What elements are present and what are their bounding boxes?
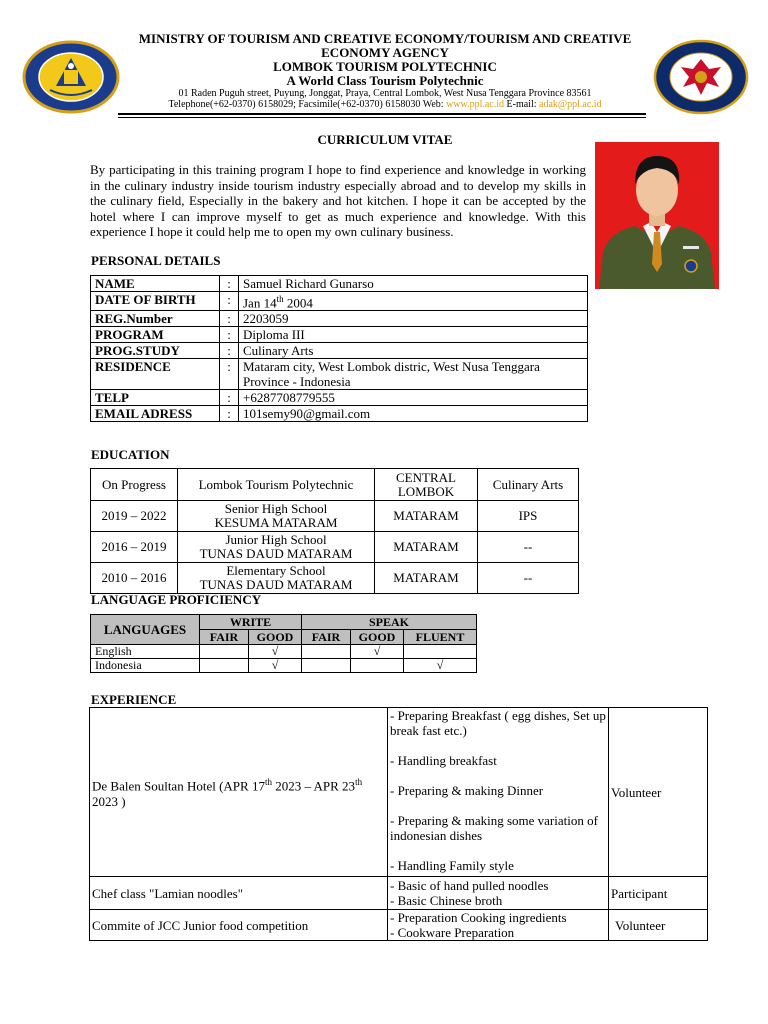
table-row xyxy=(91,359,588,390)
program-value: Diploma III xyxy=(239,327,588,343)
table-row xyxy=(91,532,579,563)
exp-duty: - Handling Family style xyxy=(390,858,514,873)
profile-photo xyxy=(595,142,719,289)
exp-place-sup: th xyxy=(264,777,272,788)
table-row xyxy=(91,292,588,311)
name-label: NAME xyxy=(91,276,220,292)
colon: : xyxy=(220,311,239,327)
name-value: Samuel Richard Gunarso xyxy=(239,276,588,292)
colon: : xyxy=(220,276,239,292)
colon: : xyxy=(220,359,239,390)
edu-major: -- xyxy=(478,563,579,594)
telp-label: TELP xyxy=(91,390,220,406)
edu-period: 2019 – 2022 xyxy=(91,501,178,532)
exp-duty: - Preparing Breakfast ( egg dishes, Set up break fast etc.) xyxy=(390,708,606,738)
lang-speak-fluent: √ xyxy=(404,659,477,673)
edu-city: MATARAM xyxy=(375,532,478,563)
experience-heading: EXPERIENCE xyxy=(91,692,177,707)
study-label: PROG.STUDY xyxy=(91,343,220,359)
table-row xyxy=(91,406,588,422)
exp-duties xyxy=(388,910,609,941)
edu-school-level: Senior High School xyxy=(224,501,328,516)
education-table xyxy=(90,468,579,594)
lang-write-good: √ xyxy=(249,645,302,659)
table-row xyxy=(91,659,477,673)
col-speak: SPEAK xyxy=(302,615,477,630)
exp-duty: - Preparing & making some variation of indonesian dishes xyxy=(390,813,598,843)
program-label: PROGRAM xyxy=(91,327,220,343)
edu-school xyxy=(178,469,375,501)
exp-role: Volunteer xyxy=(609,708,708,877)
colon: : xyxy=(220,390,239,406)
residence-label: RESIDENCE xyxy=(91,359,220,390)
exp-duty: - Basic of hand pulled noodles xyxy=(390,878,549,893)
dob-year: 2004 xyxy=(283,295,313,311)
lang-speak-fair xyxy=(302,659,351,673)
table-row xyxy=(91,311,588,327)
personal-details-heading: PERSONAL DETAILS xyxy=(91,253,221,268)
colon: : xyxy=(220,406,239,422)
dob-suffix: th xyxy=(276,294,284,304)
col-write-good: GOOD xyxy=(249,630,302,645)
edu-major: -- xyxy=(478,532,579,563)
edu-school xyxy=(178,501,375,532)
lang-write-fair xyxy=(200,659,249,673)
edu-major: IPS xyxy=(478,501,579,532)
exp-place-sup: th xyxy=(355,777,363,788)
email-label: EMAIL ADRESS xyxy=(91,406,220,422)
telp-value: +6287708779555 xyxy=(239,390,588,406)
table-row xyxy=(90,910,708,941)
exp-place-text: 2023 – APR 23 xyxy=(271,778,356,794)
exp-place-text: De Balen Soultan Hotel (APR 17 xyxy=(92,778,265,794)
edu-school xyxy=(178,532,375,563)
exp-duty: - Preparing & making Dinner xyxy=(390,783,544,798)
table-row xyxy=(91,343,588,359)
edu-city: MATARAM xyxy=(375,563,478,594)
web-link[interactable]: www.ppl.ac.id xyxy=(446,99,505,110)
edu-city: CENTRAL LOMBOK xyxy=(375,469,478,501)
dob-value xyxy=(239,292,588,311)
header-divider-thin xyxy=(118,117,646,118)
exp-duty: - Preparation Cooking ingredients xyxy=(390,910,567,925)
edu-period: 2010 – 2016 xyxy=(91,563,178,594)
polytechnic-logo xyxy=(22,40,120,114)
col-write-fair: FAIR xyxy=(200,630,249,645)
exp-duties xyxy=(388,708,609,877)
edu-period: On Progress xyxy=(91,469,178,501)
header-ministry-line2: ECONOMY AGENCY xyxy=(321,45,449,60)
study-value: Culinary Arts xyxy=(239,343,588,359)
header-contact xyxy=(110,99,660,111)
exp-place xyxy=(90,708,388,877)
header-tagline: A World Class Tourism Polytechnic xyxy=(286,73,484,88)
contact-phone-fax: Telephone(+62-0370) 6158029; Facsimile(+62-0370) 6158030 Web: xyxy=(168,99,447,110)
edu-period: 2016 – 2019 xyxy=(91,532,178,563)
col-languages: LANGUAGES xyxy=(91,615,200,645)
table-row xyxy=(90,877,708,910)
lang-name: English xyxy=(91,645,200,659)
edu-school-name: Lombok Tourism Polytechnic xyxy=(198,476,354,492)
colon: : xyxy=(220,343,239,359)
page-title: CURRICULUM VITAE xyxy=(317,132,453,147)
header-address: 01 Raden Puguh street, Puyung, Jonggat, Praya, Central Lombok, West Nusa Tenggara Province 83561 xyxy=(178,88,592,99)
header-ministry-line1: MINISTRY OF TOURISM AND CREATIVE ECONOMY/TOURISM AND CREATIVE xyxy=(138,31,632,46)
email-prefix: E-mail: xyxy=(504,99,540,110)
lang-write-fair xyxy=(200,645,249,659)
edu-school xyxy=(178,563,375,594)
personal-details-table xyxy=(90,275,588,422)
dob-day: Jan 14 xyxy=(243,295,277,311)
table-row xyxy=(91,276,588,292)
exp-role: Volunteer xyxy=(609,910,708,941)
lang-speak-fluent xyxy=(404,645,477,659)
table-row xyxy=(91,469,579,501)
table-row xyxy=(91,645,477,659)
exp-duty: - Cookware Preparation xyxy=(390,925,515,940)
lang-name: Indonesia xyxy=(91,659,200,673)
colon: : xyxy=(220,292,239,311)
exp-place-text: 2023 ) xyxy=(92,793,126,809)
dob-label: DATE OF BIRTH xyxy=(91,292,220,311)
header-divider xyxy=(118,113,646,115)
col-speak-fair: FAIR xyxy=(302,630,351,645)
edu-school-name: KESUMA MATARAM xyxy=(214,515,338,530)
table-row xyxy=(91,615,477,630)
edu-city: MATARAM xyxy=(375,501,478,532)
exp-place: Chef class "Lamian noodles" xyxy=(90,877,388,910)
edu-major: Culinary Arts xyxy=(478,469,579,501)
lang-speak-good: √ xyxy=(351,645,404,659)
colon: : xyxy=(220,327,239,343)
edu-school-name: TUNAS DAUD MATARAM xyxy=(199,546,353,561)
edu-school-level: Elementary School xyxy=(226,563,326,578)
lang-speak-good xyxy=(351,659,404,673)
table-row xyxy=(91,327,588,343)
reg-label: REG.Number xyxy=(91,311,220,327)
edu-school-name: TUNAS DAUD MATARAM xyxy=(199,577,353,592)
education-heading: EDUCATION xyxy=(91,447,170,462)
col-speak-fluent: FLUENT xyxy=(404,630,477,645)
email-value: 101semy90@gmail.com xyxy=(239,406,588,422)
exp-duty: - Handling breakfast xyxy=(390,753,497,768)
lang-speak-fair xyxy=(302,645,351,659)
col-speak-good: GOOD xyxy=(351,630,404,645)
ministry-logo xyxy=(653,39,749,115)
language-heading: LANGUAGE PROFICIENCY xyxy=(91,592,262,607)
residence-value: Mataram city, West Lombok distric, West Nusa Tenggara Province - Indonesia xyxy=(239,359,588,390)
col-write: WRITE xyxy=(200,615,302,630)
table-row xyxy=(91,390,588,406)
table-row xyxy=(91,501,579,532)
language-table xyxy=(90,614,477,673)
experience-table xyxy=(89,707,708,941)
reg-value: 2203059 xyxy=(239,311,588,327)
header-institution: LOMBOK TOURISM POLYTECHNIC xyxy=(273,59,497,74)
objective-paragraph: By participating in this training program I hope to find experience and knowledge in working in the culinary industry inside tourism industry especially abroad and to develop my skills in the culinary field, Especially in the bakery and hot kitchen. I hope it can be accepted by the hotel where I can improve myself to get as much experience and knowledge. With this experience I hope it could help me to open my own culinary business. xyxy=(90,162,586,239)
exp-duty: - Basic Chinese broth xyxy=(390,893,503,908)
exp-place: Commite of JCC Junior food competition xyxy=(90,910,388,941)
exp-duties xyxy=(388,877,609,910)
table-row xyxy=(90,708,708,877)
email-link[interactable]: adak@ppl.ac.id xyxy=(539,99,602,110)
edu-school-level: Junior High School xyxy=(225,532,327,547)
table-row xyxy=(91,563,579,594)
lang-write-good: √ xyxy=(249,659,302,673)
exp-role: Participant xyxy=(609,877,708,910)
